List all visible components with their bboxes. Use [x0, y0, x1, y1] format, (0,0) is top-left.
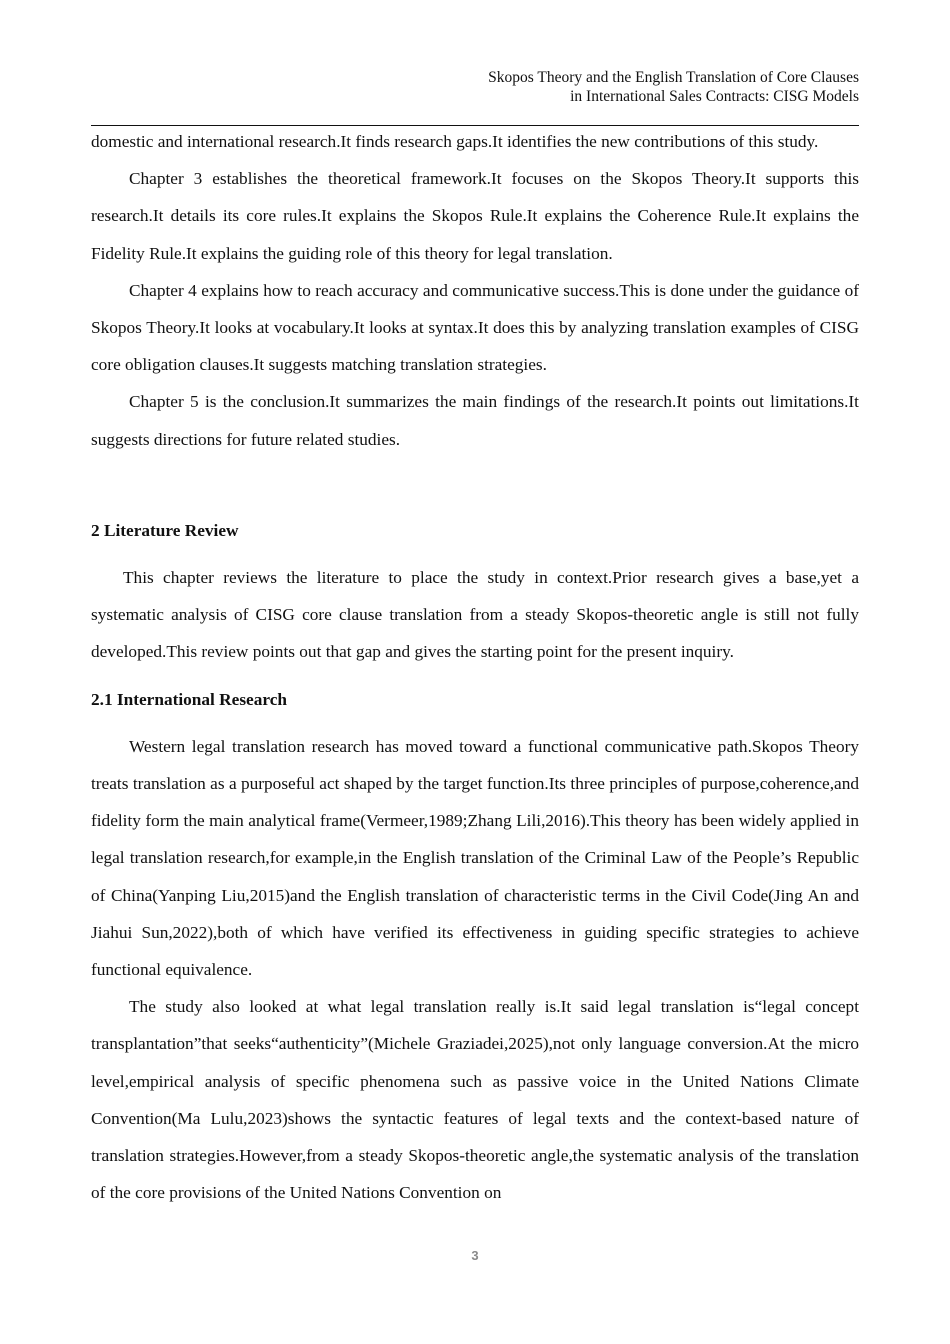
paragraph-chapter-4: Chapter 4 explains how to reach accuracy and communicative success.This is done under the guidance of Skopos Theory.It looks at vocabulary.It looks at syntax.It does this by analyzing translation examples of CISG core obligation clauses.It suggests matching translation strategies.	[91, 280, 859, 375]
chapter-heading: 2 Literature Review	[91, 520, 239, 540]
running-header	[159, 68, 859, 106]
paragraph-chapter-3: Chapter 3 establishes the theoretical framework.It focuses on the Skopos Theory.It supports this research.It details its core rules.It explains the Skopos Rule.It explains the Coherence Rule.It explains the Fidelity Rule.It explains the guiding role of this theory for legal translation.	[91, 169, 859, 263]
paragraph-continued: domestic and international research.It finds research gaps.It identifies the new contributions of this study.	[91, 132, 819, 151]
section-heading: 2.1 International Research	[91, 689, 288, 709]
body-text	[91, 123, 859, 1211]
paragraph-legal-translation: The study also looked at what legal translation really is.It said legal translation is“legal concept transplantation”that seeks“authenticity”(Michele Graziadei,2025),not only language conversion.At the micro level,empirical analysis of specific phenomena such as passive voice in the United Nations Climate Convention(Ma Lulu,2023)shows the syntactic features of legal texts and the context-based nature of translation strategies.However,from a steady Skopos-theoretic angle,the systematic analysis of the translation of the core provisions of the United Nations Convention on	[91, 997, 859, 1203]
paragraph-chapter-5: Chapter 5 is the conclusion.It summarizes the main findings of the research.It points out limitations.It suggests directions for future related studies.	[91, 392, 859, 449]
running-header-line-1: Skopos Theory and the English Translation of Core Clauses	[488, 69, 859, 86]
paragraph-western-research: Western legal translation research has moved toward a functional communicative path.Skopos Theory treats translation as a purposeful act shaped by the target function.Its three principles of purpose,coherence,and fidelity form the main analytical frame(Vermeer,1989;Zhang Lili,2016).This theory has been widely applied in legal translation research,for example,in the English translation of the Criminal Law of the People’s Republic of China(Yanping Liu,2015)and the English translation of characteristic terms in the Civil Code(Jing An and Jiahui Sun,2022),both of which have verified its effectiveness in guiding specific strategies to achieve functional equivalence.	[91, 736, 859, 980]
paragraph-literature-intro: This chapter reviews the literature to place the study in context.Prior research gives a base,yet a systematic analysis of CISG core clause translation from a steady Skopos-theoretic angle is still not fully developed.This review points out that gap and gives the starting point for the present inquiry.	[91, 568, 859, 662]
page-number: 3	[471, 1248, 479, 1263]
running-header-line-2: in International Sales Contracts: CISG Models	[570, 88, 859, 105]
